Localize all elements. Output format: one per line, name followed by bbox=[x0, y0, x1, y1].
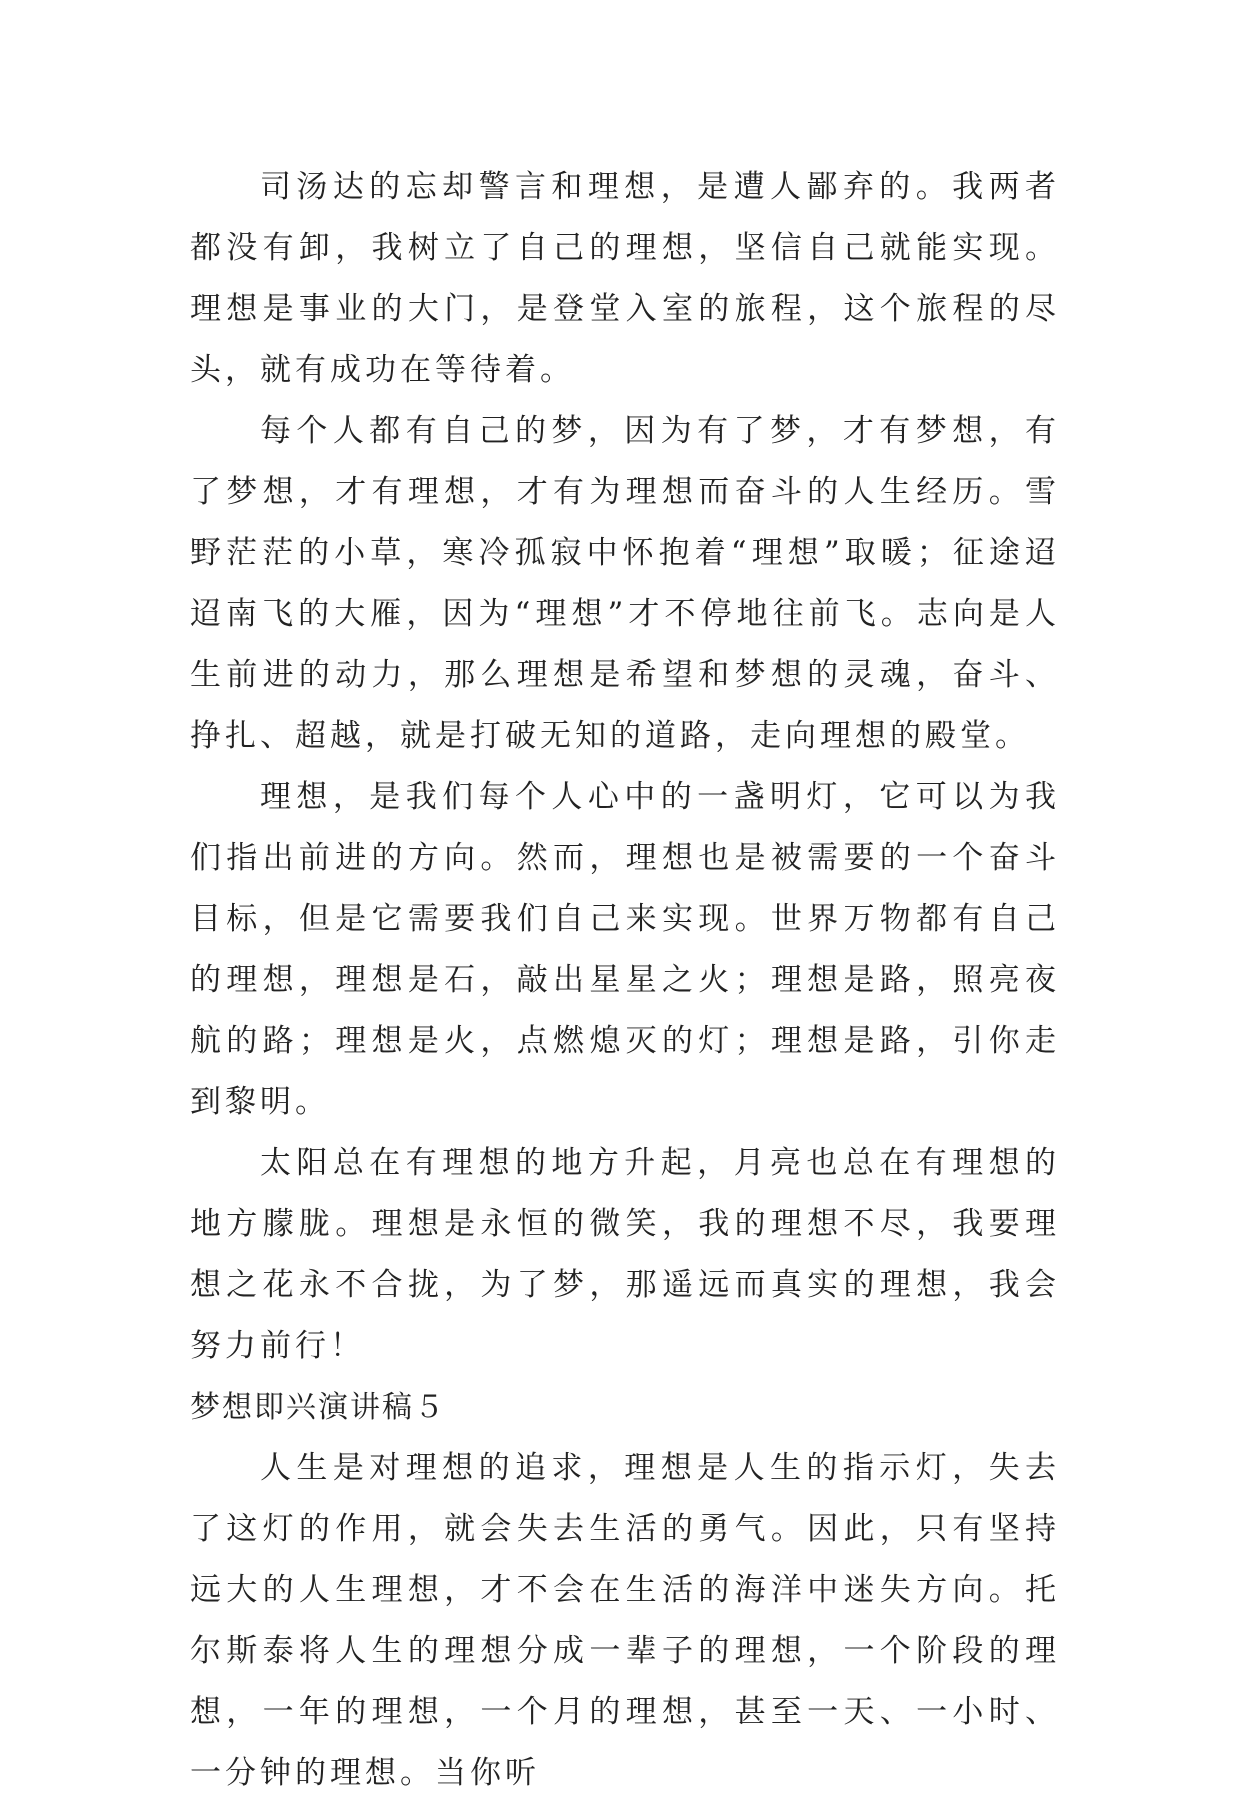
paragraph: 太阳总在有理想的地方升起，月亮也总在有理想的地方朦胧。理想是永恒的微笑，我的理想不尽，我要理想之花永不合拢，为了梦，那遥远而真实的理想，我会努力前行！ bbox=[190, 1145, 1060, 1364]
section-heading: 梦想即兴演讲稿５ bbox=[190, 1390, 446, 1425]
paragraph: 人生是对理想的追求，理想是人生的指示灯，失去了这灯的作用，就会失去生活的勇气。因此，只有坚持远大的人生理想，才不会在生活的海洋中迷失方向。托尔斯泰将人生的理想分成一辈子的理想，一个阶段的理想，一年的理想，一个月的理想，甚至一天、一小时、一分钟的理想。当你听 bbox=[190, 1450, 1060, 1791]
document-body bbox=[190, 157, 1060, 1804]
paragraph: 每个人都有自己的梦，因为有了梦，才有梦想，有了梦想，才有理想，才有为理想而奋斗的人生经历。雪野茫茫的小草，寒冷孤寂中怀抱着“理想”取暖；征途迢迢南飞的大雁，因为“理想”才不停地往前飞。志向是人生前进的动力，那么理想是希望和梦想的灵魂，奋斗、挣扎、超越，就是打破无知的道路，走向理想的殿堂。 bbox=[190, 413, 1060, 754]
paragraph: 司汤达的忘却警言和理想，是遭人鄙弃的。我两者都没有卸，我树立了自己的理想，坚信自己就能实现。理想是事业的大门，是登堂入室的旅程，这个旅程的尽头，就有成功在等待着。 bbox=[190, 169, 1060, 388]
paragraph: 理想，是我们每个人心中的一盏明灯，它可以为我们指出前进的方向。然而，理想也是被需要的一个奋斗目标，但是它需要我们自己来实现。世界万物都有自己的理想，理想是石，敲出星星之火；理想是路，照亮夜航的路；理想是火，点燃熄灭的灯；理想是路，引你走到黎明。 bbox=[190, 779, 1060, 1120]
